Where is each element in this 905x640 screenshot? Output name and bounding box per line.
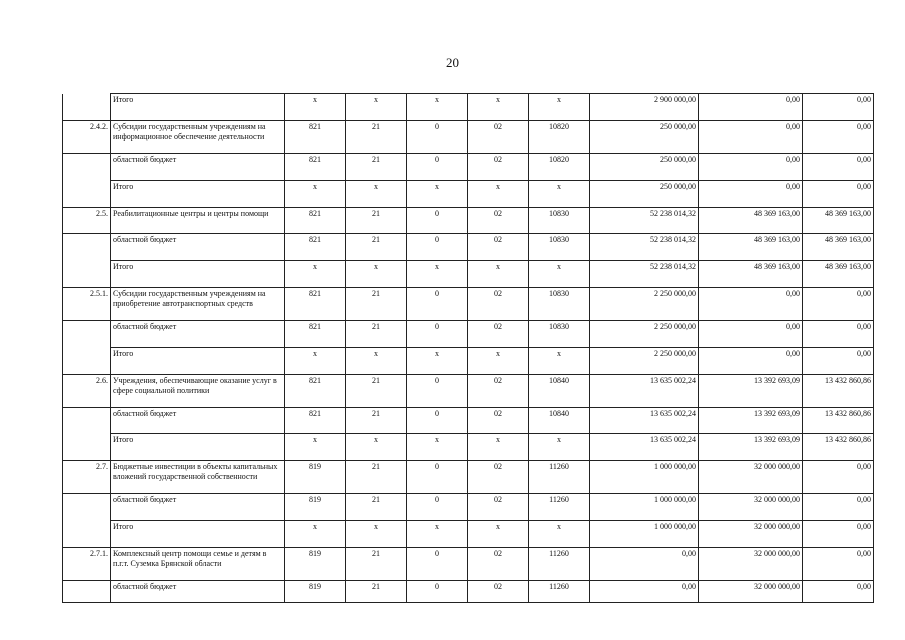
table-row — [63, 348, 874, 375]
code-dir: х — [529, 94, 590, 121]
row-name: областной бюджет — [111, 234, 285, 261]
row-number — [63, 94, 111, 121]
code-gr: х — [285, 521, 346, 548]
code-pr: 0 — [407, 154, 468, 181]
code-cs: 02 — [468, 494, 529, 521]
row-name: Итого — [111, 434, 285, 461]
amount-year-1: 13 635 002,24 — [590, 408, 699, 434]
row-number: 2.4.2. — [63, 121, 111, 154]
table-row — [63, 234, 874, 261]
amount-year-2: 48 369 163,00 — [699, 234, 803, 261]
code-pr: х — [407, 261, 468, 288]
table-row — [63, 121, 874, 154]
amount-year-3: 0,00 — [803, 154, 874, 181]
table-row — [63, 181, 874, 208]
amount-year-1: 13 635 002,24 — [590, 375, 699, 408]
table-row — [63, 494, 874, 521]
code-cs: 02 — [468, 408, 529, 434]
code-dir: 10840 — [529, 408, 590, 434]
amount-year-2: 0,00 — [699, 288, 803, 321]
table-body — [63, 94, 874, 603]
amount-year-1: 1 000 000,00 — [590, 494, 699, 521]
amount-year-1: 52 238 014,32 — [590, 208, 699, 234]
amount-year-1: 2 250 000,00 — [590, 348, 699, 375]
table-row — [63, 461, 874, 494]
code-dir: 10840 — [529, 375, 590, 408]
code-dir: 11260 — [529, 548, 590, 581]
amount-year-1: 52 238 014,32 — [590, 261, 699, 288]
code-cs: х — [468, 261, 529, 288]
code-pr: 0 — [407, 581, 468, 603]
table-row — [63, 434, 874, 461]
code-gr: 819 — [285, 461, 346, 494]
code-pr: 0 — [407, 408, 468, 434]
amount-year-2: 0,00 — [699, 181, 803, 208]
amount-year-2: 0,00 — [699, 121, 803, 154]
amount-year-2: 32 000 000,00 — [699, 494, 803, 521]
amount-year-1: 13 635 002,24 — [590, 434, 699, 461]
row-number — [63, 348, 111, 375]
code-rz: х — [346, 521, 407, 548]
row-name: Итого — [111, 521, 285, 548]
code-dir: х — [529, 181, 590, 208]
amount-year-3: 0,00 — [803, 521, 874, 548]
row-number: 2.7. — [63, 461, 111, 494]
code-cs: 02 — [468, 581, 529, 603]
amount-year-3: 0,00 — [803, 181, 874, 208]
code-rz: 21 — [346, 461, 407, 494]
table-row — [63, 208, 874, 234]
row-name: Реабилитационные центры и центры помощи — [111, 208, 285, 234]
amount-year-3: 0,00 — [803, 288, 874, 321]
code-cs: 02 — [468, 234, 529, 261]
code-gr: 819 — [285, 548, 346, 581]
row-number — [63, 154, 111, 181]
amount-year-2: 48 369 163,00 — [699, 261, 803, 288]
row-number — [63, 581, 111, 603]
page-number: 20 — [446, 55, 459, 70]
code-rz: 21 — [346, 121, 407, 154]
code-cs: 02 — [468, 375, 529, 408]
amount-year-2: 32 000 000,00 — [699, 521, 803, 548]
row-name: Учреждения, обеспечивающие оказание услуг в сфере социальной политики — [111, 375, 285, 408]
amount-year-1: 250 000,00 — [590, 181, 699, 208]
code-dir: 10830 — [529, 234, 590, 261]
code-rz: 21 — [346, 234, 407, 261]
code-cs: х — [468, 94, 529, 121]
amount-year-2: 13 392 693,09 — [699, 434, 803, 461]
table-row — [63, 548, 874, 581]
code-dir: х — [529, 261, 590, 288]
code-gr: 821 — [285, 208, 346, 234]
code-gr: 819 — [285, 581, 346, 603]
code-cs: 02 — [468, 321, 529, 348]
amount-year-1: 1 000 000,00 — [590, 521, 699, 548]
code-gr: х — [285, 434, 346, 461]
code-dir: 10830 — [529, 321, 590, 348]
row-number — [63, 234, 111, 261]
amount-year-1: 0,00 — [590, 548, 699, 581]
row-number — [63, 261, 111, 288]
code-dir: 10820 — [529, 121, 590, 154]
code-pr: 0 — [407, 375, 468, 408]
amount-year-2: 32 000 000,00 — [699, 461, 803, 494]
code-gr: х — [285, 261, 346, 288]
amount-year-3: 48 369 163,00 — [803, 234, 874, 261]
table-row — [63, 408, 874, 434]
amount-year-3: 0,00 — [803, 121, 874, 154]
table-row — [63, 94, 874, 121]
amount-year-3: 0,00 — [803, 548, 874, 581]
code-gr: х — [285, 348, 346, 375]
code-cs: 02 — [468, 288, 529, 321]
amount-year-1: 2 250 000,00 — [590, 321, 699, 348]
amount-year-1: 2 250 000,00 — [590, 288, 699, 321]
amount-year-3: 0,00 — [803, 494, 874, 521]
code-rz: х — [346, 348, 407, 375]
row-name: областной бюджет — [111, 321, 285, 348]
code-rz: х — [346, 261, 407, 288]
row-name: областной бюджет — [111, 154, 285, 181]
amount-year-2: 0,00 — [699, 154, 803, 181]
code-cs: х — [468, 434, 529, 461]
row-number — [63, 408, 111, 434]
row-name: Итого — [111, 348, 285, 375]
code-rz: 21 — [346, 375, 407, 408]
code-pr: 0 — [407, 234, 468, 261]
code-gr: 821 — [285, 375, 346, 408]
code-dir: х — [529, 521, 590, 548]
code-dir: х — [529, 434, 590, 461]
row-name: Итого — [111, 94, 285, 121]
row-number: 2.5. — [63, 208, 111, 234]
row-number: 2.7.1. — [63, 548, 111, 581]
row-number: 2.6. — [63, 375, 111, 408]
amount-year-2: 13 392 693,09 — [699, 375, 803, 408]
code-rz: 21 — [346, 321, 407, 348]
code-dir: 10830 — [529, 288, 590, 321]
amount-year-1: 1 000 000,00 — [590, 461, 699, 494]
amount-year-2: 32 000 000,00 — [699, 548, 803, 581]
code-cs: 02 — [468, 461, 529, 494]
code-rz: 21 — [346, 408, 407, 434]
code-rz: 21 — [346, 208, 407, 234]
code-rz: 21 — [346, 548, 407, 581]
table-row — [63, 321, 874, 348]
amount-year-2: 48 369 163,00 — [699, 208, 803, 234]
amount-year-3: 48 369 163,00 — [803, 208, 874, 234]
row-number — [63, 181, 111, 208]
code-cs: х — [468, 181, 529, 208]
code-rz: 21 — [346, 581, 407, 603]
row-name: Субсидии государственным учреждениям на приобретение автотранспортных средств — [111, 288, 285, 321]
code-cs: х — [468, 521, 529, 548]
amount-year-3: 13 432 860,86 — [803, 375, 874, 408]
code-pr: х — [407, 94, 468, 121]
code-cs: х — [468, 348, 529, 375]
amount-year-3: 0,00 — [803, 581, 874, 603]
code-rz: 21 — [346, 494, 407, 521]
table-row — [63, 154, 874, 181]
code-dir: х — [529, 348, 590, 375]
row-number — [63, 521, 111, 548]
code-pr: 0 — [407, 121, 468, 154]
row-number — [63, 494, 111, 521]
code-pr: 0 — [407, 494, 468, 521]
row-name: Итого — [111, 261, 285, 288]
code-cs: 02 — [468, 121, 529, 154]
amount-year-2: 0,00 — [699, 348, 803, 375]
code-pr: х — [407, 521, 468, 548]
amount-year-3: 13 432 860,86 — [803, 408, 874, 434]
code-pr: х — [407, 181, 468, 208]
amount-year-2: 0,00 — [699, 321, 803, 348]
code-gr: 819 — [285, 494, 346, 521]
code-rz: х — [346, 94, 407, 121]
code-cs: 02 — [468, 154, 529, 181]
code-gr: х — [285, 94, 346, 121]
code-dir: 10820 — [529, 154, 590, 181]
amount-year-2: 32 000 000,00 — [699, 581, 803, 603]
code-gr: 821 — [285, 288, 346, 321]
row-name: областной бюджет — [111, 408, 285, 434]
code-cs: 02 — [468, 548, 529, 581]
amount-year-3: 48 369 163,00 — [803, 261, 874, 288]
table-row — [63, 375, 874, 408]
code-gr: 821 — [285, 121, 346, 154]
row-name: Субсидии государственным учреждениям на информационное обеспечение деятельности — [111, 121, 285, 154]
amount-year-1: 2 900 000,00 — [590, 94, 699, 121]
amount-year-1: 52 238 014,32 — [590, 234, 699, 261]
table-row — [63, 581, 874, 603]
budget-table — [62, 93, 874, 603]
code-pr: 0 — [407, 208, 468, 234]
table-row — [63, 288, 874, 321]
code-dir: 11260 — [529, 581, 590, 603]
amount-year-3: 13 432 860,86 — [803, 434, 874, 461]
row-number — [63, 434, 111, 461]
code-pr: 0 — [407, 321, 468, 348]
amount-year-2: 13 392 693,09 — [699, 408, 803, 434]
table-row — [63, 521, 874, 548]
table-row — [63, 261, 874, 288]
row-name: Итого — [111, 181, 285, 208]
code-gr: 821 — [285, 234, 346, 261]
row-name: областной бюджет — [111, 494, 285, 521]
code-rz: х — [346, 181, 407, 208]
amount-year-1: 250 000,00 — [590, 121, 699, 154]
amount-year-3: 0,00 — [803, 461, 874, 494]
amount-year-3: 0,00 — [803, 348, 874, 375]
row-name: областной бюджет — [111, 581, 285, 603]
code-dir: 11260 — [529, 494, 590, 521]
code-dir: 10830 — [529, 208, 590, 234]
code-rz: 21 — [346, 288, 407, 321]
code-pr: 0 — [407, 461, 468, 494]
row-number: 2.5.1. — [63, 288, 111, 321]
amount-year-1: 0,00 — [590, 581, 699, 603]
code-gr: 821 — [285, 154, 346, 181]
code-dir: 11260 — [529, 461, 590, 494]
code-pr: х — [407, 434, 468, 461]
code-cs: 02 — [468, 208, 529, 234]
code-pr: х — [407, 348, 468, 375]
code-gr: 821 — [285, 408, 346, 434]
code-gr: х — [285, 181, 346, 208]
amount-year-3: 0,00 — [803, 94, 874, 121]
amount-year-3: 0,00 — [803, 321, 874, 348]
code-pr: 0 — [407, 548, 468, 581]
code-pr: 0 — [407, 288, 468, 321]
row-number — [63, 321, 111, 348]
row-name: Комплексный центр помощи семье и детям в п.г.т. Суземка Брянской области — [111, 548, 285, 581]
code-gr: 821 — [285, 321, 346, 348]
amount-year-1: 250 000,00 — [590, 154, 699, 181]
amount-year-2: 0,00 — [699, 94, 803, 121]
row-name: Бюджетные инвестиции в объекты капитальных вложений государственной собственности — [111, 461, 285, 494]
code-rz: х — [346, 434, 407, 461]
code-rz: 21 — [346, 154, 407, 181]
